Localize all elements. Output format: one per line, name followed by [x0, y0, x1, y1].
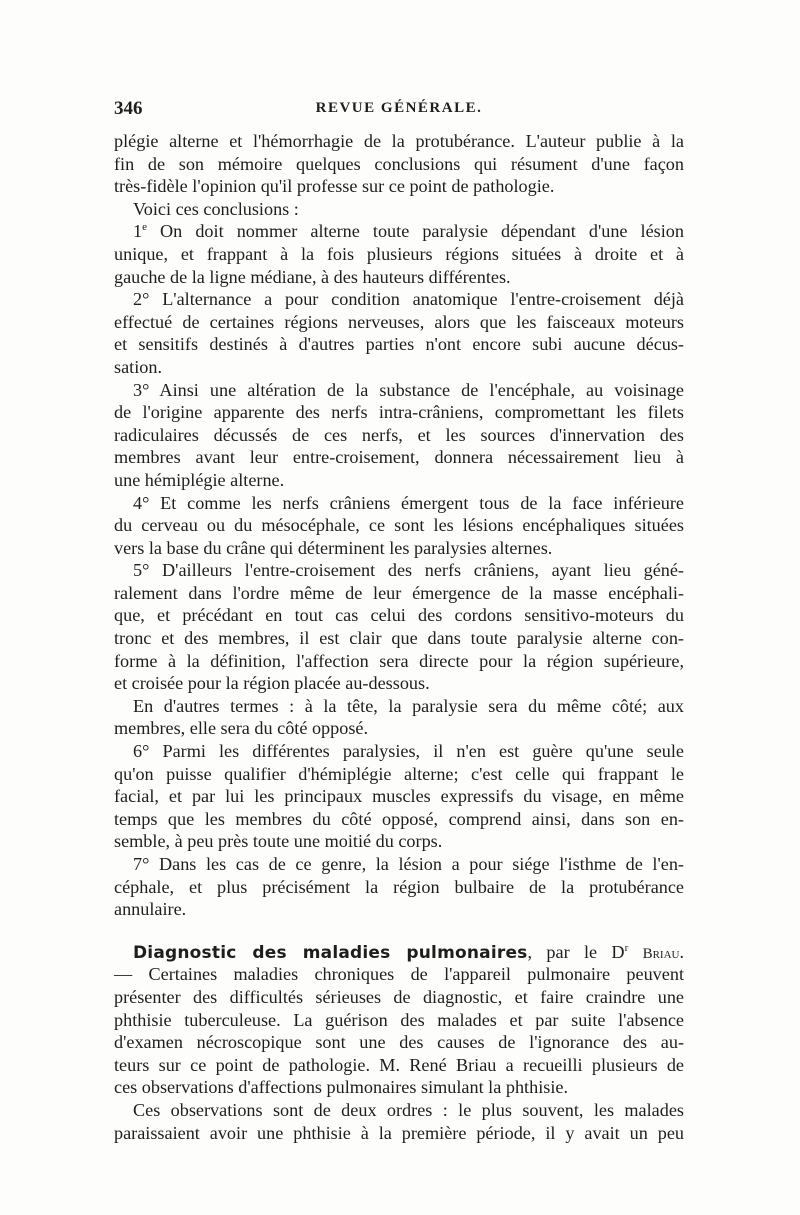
text-line: paraissaient avoir une phthisie à la première période, il y avait un peu	[114, 1122, 684, 1143]
conclusion-5: 5° D'ailleurs l'entre-croisement des nerfs crâniens, ayant lieu géné-	[133, 560, 684, 581]
text-line: teurs sur ce point de pathologie. M. René Briau a recueilli plusieurs de	[114, 1054, 684, 1075]
text-line: phthisie tuberculeuse. La guérison des malades et par suite l'absence	[114, 1009, 684, 1030]
text-line: annulaire.	[114, 899, 187, 920]
text-line: et croisée pour la région placée au-dessous.	[114, 673, 430, 694]
text-line: En d'autres termes : à la tête, la paralysie sera du même côté; aux	[133, 695, 684, 716]
text-line: Ces observations sont de deux ordres : le plus souvent, les malades	[133, 1099, 684, 1120]
text-line: de l'origine apparente des nerfs intra-crâniens, compromettant les filets	[114, 402, 684, 423]
page-header	[114, 98, 684, 124]
text-line: et sensitifs destinés à d'autres parties n'ont encore subi aucune décus-	[114, 334, 684, 355]
text-line: effectué de certaines régions nerveuses, alors que les faisceaux moteurs	[114, 311, 684, 332]
text-line: ces observations d'affections pulmonaires simulant la phthisie.	[114, 1077, 568, 1098]
text-line: tronc et des membres, il est clair que dans toute paralysie alterne con-	[114, 628, 684, 649]
conclusion-4: 4° Et comme les nerfs crâniens émergent tous de la face inférieure	[133, 492, 684, 513]
text-line: unique, et frappant à la fois plusieurs régions situées à droite et à	[114, 243, 684, 264]
text-line: très-fidèle l'opinion qu'il professe sur ce point de pathologie.	[114, 176, 555, 197]
text-line: vers la base du crâne qui déterminent les paralysies alternes.	[114, 537, 553, 558]
text-line: sation.	[114, 356, 162, 377]
conclusion-3: 3° Ainsi une altération de la substance de l'encéphale, au voisinage	[133, 379, 684, 400]
text-line: gauche de la ligne médiane, à des hauteurs différentes.	[114, 266, 511, 287]
section-heading-line: Diagnostic des maladies pulmonaires, par le $D^r$ Briau.	[133, 941, 685, 963]
text-line: — Certaines maladies chroniques de l'appareil pulmonaire peuvent	[114, 964, 684, 985]
running-title: REVUE GÉNÉRALE.	[315, 100, 483, 116]
author-name: Briau	[642, 945, 680, 962]
section-heading: Diagnostic des maladies pulmonaires	[133, 942, 528, 963]
text-line: radiculaires décussés de ces nerfs, et les sources d'innervation des	[114, 424, 684, 445]
conclusion-7: 7° Dans les cas de ce genre, la lésion a pour siége l'isthme de l'en-	[133, 854, 684, 874]
text-line: du cerveau ou du mésocéphale, ce sont les lésions encéphaliques situées	[114, 515, 684, 536]
text-line: temps que les membres du côté opposé, comprend ainsi, dans son en-	[114, 808, 684, 829]
text-line: semble, à peu près toute une moitié du corps.	[114, 831, 443, 852]
text-line: une hémiplégie alterne.	[114, 469, 285, 490]
text-line: que, et précédant en tout cas celui des cordons sensitivo-moteurs du	[114, 605, 684, 626]
text-line: fin de son mémoire quelques conclusions qui résument d'une façon	[114, 153, 684, 174]
text-line: forme à la définition, l'affection sera directe pour la région supérieure,	[114, 650, 684, 671]
conclusion-1: 1e On doit nommer alterne toute paralysie dépendant d'une lésion	[133, 221, 684, 242]
text-line: membres avant leur entre-croisement, donnera nécessairement lieu à	[114, 447, 684, 468]
text-line: céphale, et plus précisément la région bulbaire de la protubérance	[114, 876, 684, 897]
text-line: d'examen nécroscopique sont une des causes de l'ignorance des au-	[114, 1032, 684, 1053]
text-line: facial, et par lui les principaux muscles expressifs du visage, en même	[114, 786, 684, 807]
page-number: 346	[114, 98, 143, 119]
text-line: membres, elle sera du côté opposé.	[114, 718, 369, 739]
text-line: Voici ces conclusions :	[133, 198, 299, 219]
section-gap	[114, 921, 684, 941]
text-line: présenter des difficultés sérieuses de diagnostic, et faire craindre une	[114, 986, 684, 1007]
conclusion-6: 6° Parmi les différentes paralysies, il n'en est guère qu'une seule	[133, 741, 684, 762]
text-line: plégie alterne et l'hémorrhagie de la protubérance. L'auteur publie à la	[114, 131, 684, 151]
conclusion-2: 2° L'alternance a pour condition anatomique l'entre-croisement déjà	[133, 289, 684, 310]
page-body	[114, 130, 684, 1144]
text-line: qu'on puisse qualifier d'hémiplégie alterne; c'est celle qui frappant le	[114, 763, 684, 784]
text-line: ralement dans l'ordre même de leur émergence de la masse encéphali-	[114, 582, 684, 603]
